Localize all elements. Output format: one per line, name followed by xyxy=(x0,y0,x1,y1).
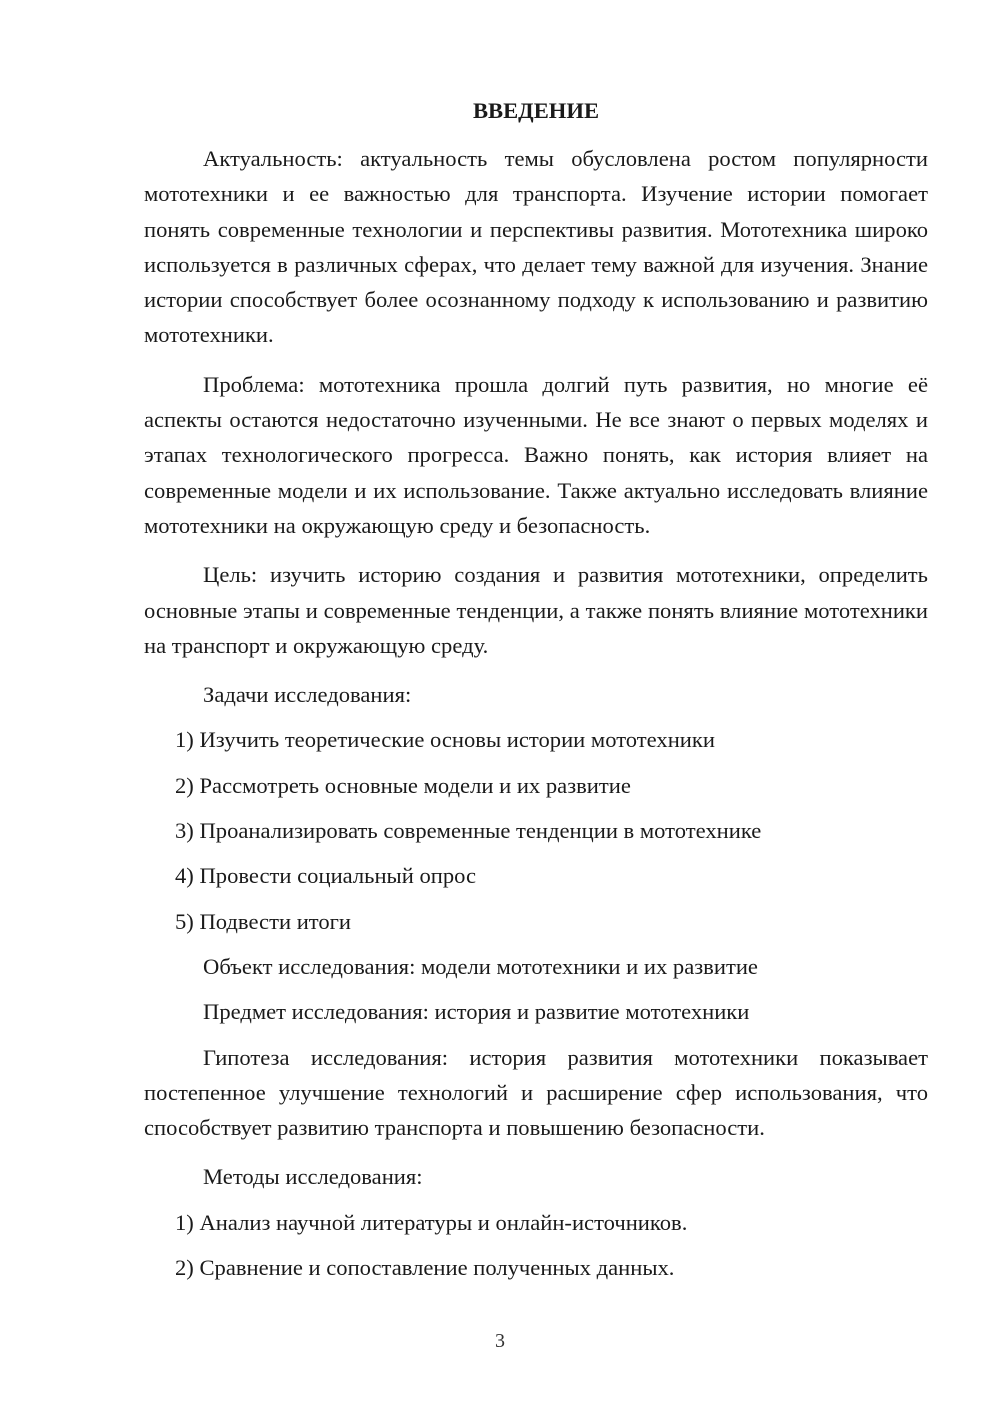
object-line: Объект исследования: модели мототехники и их развитие xyxy=(203,953,758,979)
page-content xyxy=(144,94,928,1295)
problem-paragraph: Проблема: мототехника прошла долгий путь развития, но многие её аспекты остаются недостаточно изученными. Не все знают о первых моделях и этапах технологического прогресса. Важно понять, как история влияет на современные модели и их использование. Также актуально исследовать влияние мототехники на окружающую среду и безопасность. xyxy=(144,371,928,538)
hypothesis-paragraph: Гипотеза исследования: история развития мототехники показывает постепенное улучшение технологий и расширение сфер использования, что способствует развитию транспорта и повышению безопасности. xyxy=(144,1044,928,1141)
goal-paragraph: Цель: изучить историю создания и развития мототехники, определить основные этапы и современные тенденции, а также понять влияние мототехники на транспорт и окружающую среду. xyxy=(144,562,928,658)
page-title: ВВЕДЕНИЕ xyxy=(472,98,600,123)
task-item: 4) Провести социальный опрос xyxy=(175,863,477,889)
method-item: 2) Сравнение и сопоставление полученных данных. xyxy=(175,1255,675,1281)
task-item: 2) Рассмотреть основные модели и их развитие xyxy=(175,772,631,798)
methods-heading: Методы исследования: xyxy=(203,1164,423,1190)
method-item: 1) Анализ научной литературы и онлайн-источников. xyxy=(175,1209,688,1235)
subject-line: Предмет исследования: история и развитие мототехники xyxy=(203,999,750,1025)
task-item: 3) Проанализировать современные тенденции в мототехнике xyxy=(175,818,762,844)
tasks-heading: Задачи исследования: xyxy=(203,682,412,708)
task-item: 1) Изучить теоретические основы истории мототехники xyxy=(175,727,715,753)
task-item: 5) Подвести итоги xyxy=(175,908,352,934)
page-number: 3 xyxy=(495,1330,505,1352)
relevance-paragraph: Актуальность: актуальность темы обусловлена ростом популярности мототехники и ее важностью для транспорта. Изучение истории помогает понять современные технологии и перспективы развития. Мототехника широко используется в различных сферах, что делает тему важной для изучения. Знание истории способствует более осознанному подходу к использованию и развитию мототехники. xyxy=(144,146,928,348)
